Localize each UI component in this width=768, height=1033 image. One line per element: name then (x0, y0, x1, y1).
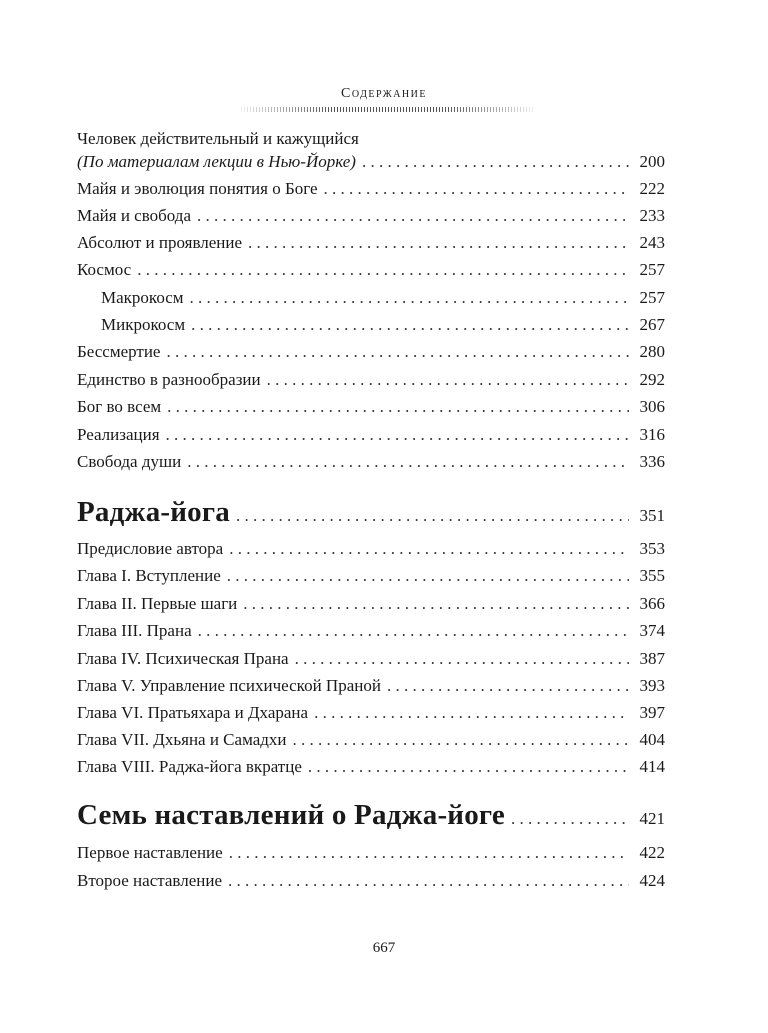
toc-entry[interactable] (77, 178, 665, 200)
toc-entry[interactable] (77, 451, 665, 473)
toc-entry[interactable] (77, 593, 665, 615)
leader-dots (229, 538, 629, 560)
toc-entry[interactable] (77, 205, 665, 227)
toc-section-heading[interactable] (77, 798, 665, 836)
toc-entry-page: 393 (639, 676, 665, 695)
running-header: Содержание (341, 86, 427, 101)
toc-entry[interactable] (77, 565, 665, 587)
toc-entry-title: Бессмертие (77, 342, 161, 361)
toc-entry-title: Реализация (77, 425, 160, 444)
leader-dots (511, 802, 629, 836)
toc-entry-title: Второе наставление (77, 871, 222, 890)
toc-entry-title: Майя и свобода (77, 206, 191, 225)
toc-entry[interactable] (77, 842, 665, 864)
leader-dots (362, 151, 629, 173)
toc-entry[interactable] (77, 259, 665, 281)
leader-dots (166, 424, 629, 446)
toc-entry-title: Глава V. Управление психической Праной (77, 676, 381, 695)
leader-dots (191, 314, 629, 336)
toc-entry-page: 257 (639, 260, 665, 279)
toc-entry-title: Космос (77, 260, 132, 279)
toc-entry[interactable] (77, 396, 665, 418)
toc-subentry[interactable] (77, 314, 665, 336)
toc-entry-title: Майя и эволюция понятия о Боге (77, 179, 318, 198)
toc-entry-title: Глава VI. Пратьяхара и Дхарана (77, 703, 309, 722)
section-page: 351 (639, 506, 665, 525)
toc-entry-page: 374 (639, 621, 665, 640)
header-ornament-rule (241, 107, 535, 112)
toc-entry[interactable] (77, 232, 665, 254)
toc-entry[interactable] (77, 702, 665, 724)
toc-entry-title: Абсолют и проявление (77, 233, 243, 252)
toc-entry[interactable] (77, 369, 665, 391)
toc-entry-page: 422 (639, 843, 665, 862)
toc-entry-page: 233 (639, 206, 665, 225)
toc-entry-page: 404 (639, 730, 665, 749)
toc-entry[interactable] (77, 675, 665, 697)
toc-entry-page: 397 (639, 703, 665, 722)
toc-entry-page: 336 (639, 452, 665, 471)
leader-dots (236, 499, 629, 533)
toc-entry-title: Микрокосм (101, 315, 186, 334)
toc-entry-page: 424 (639, 871, 665, 890)
leader-dots (243, 593, 629, 615)
leader-dots (229, 842, 629, 864)
toc-entry[interactable] (77, 620, 665, 642)
toc-entry-page: 292 (639, 370, 665, 389)
leader-dots (227, 565, 629, 587)
toc-entry-title: Глава VIII. Раджа-йога вкратце (77, 757, 302, 776)
toc-entry-title-line1: Человек действительный и кажущийся (77, 129, 359, 148)
toc-entry-title: Глава VII. Дхьяна и Самадхи (77, 730, 287, 749)
toc-entry[interactable] (77, 756, 665, 778)
toc-entry-title: Первое наставление (77, 843, 223, 862)
leader-dots (267, 369, 629, 391)
leader-dots (314, 702, 629, 724)
toc-entry[interactable] (77, 870, 665, 892)
toc-entry-page: 316 (639, 425, 665, 444)
toc-entry-title: Глава IV. Психическая Прана (77, 649, 289, 668)
toc-entry-page: 267 (639, 315, 665, 334)
section-title: Семь наставлений о Раджа-йоге (77, 799, 505, 831)
toc-entry-title: Макрокосм (101, 288, 184, 307)
leader-dots (190, 287, 629, 309)
leader-dots (187, 451, 629, 473)
toc-entry-title: Глава II. Первые шаги (77, 594, 238, 613)
toc-entry-page: 222 (639, 179, 665, 198)
page-number: 667 (372, 940, 396, 956)
leader-dots (295, 648, 629, 670)
leader-dots (293, 729, 629, 751)
toc-subentry[interactable] (77, 287, 665, 309)
toc-entry-title: Бог во всем (77, 397, 162, 416)
toc-entry-page: 355 (639, 566, 665, 585)
toc-entry-title: (По материалам лекции в Нью-Йорке) (77, 152, 356, 171)
leader-dots (197, 205, 629, 227)
leader-dots (198, 620, 629, 642)
leader-dots (166, 341, 629, 363)
leader-dots (324, 178, 629, 200)
toc-entry-title: Свобода души (77, 452, 182, 471)
toc-entry-page: 366 (639, 594, 665, 613)
toc-entry-page: 257 (639, 288, 665, 307)
toc-entry-page: 414 (639, 757, 665, 776)
toc-entry-title: Предисловие автора (77, 539, 224, 558)
toc-entry-page: 306 (639, 397, 665, 416)
toc-entry-page: 200 (639, 152, 665, 171)
toc-section-heading[interactable] (77, 495, 665, 533)
toc-entry[interactable] (77, 341, 665, 363)
section-title: Раджа-йога (77, 496, 230, 528)
toc-entry-title: Глава III. Прана (77, 621, 192, 640)
toc-entry-page: 353 (639, 539, 665, 558)
section-page: 421 (639, 809, 665, 828)
toc-entry[interactable] (77, 538, 665, 560)
leader-dots (308, 756, 629, 778)
toc-entry[interactable] (77, 151, 665, 173)
toc-entry-page: 280 (639, 342, 665, 361)
toc-entry-title: Глава I. Вступление (77, 566, 221, 585)
toc-entry-page: 243 (639, 233, 665, 252)
leader-dots (248, 232, 629, 254)
leader-dots (137, 259, 629, 281)
leader-dots (228, 870, 629, 892)
toc-entry-title: Единство в разнообразии (77, 370, 261, 389)
leader-dots (387, 675, 629, 697)
toc-entry-page: 387 (639, 649, 665, 668)
toc-entry[interactable] (77, 729, 665, 751)
toc-entry[interactable] (77, 424, 665, 446)
leader-dots (167, 396, 629, 418)
toc-entry[interactable] (77, 648, 665, 670)
